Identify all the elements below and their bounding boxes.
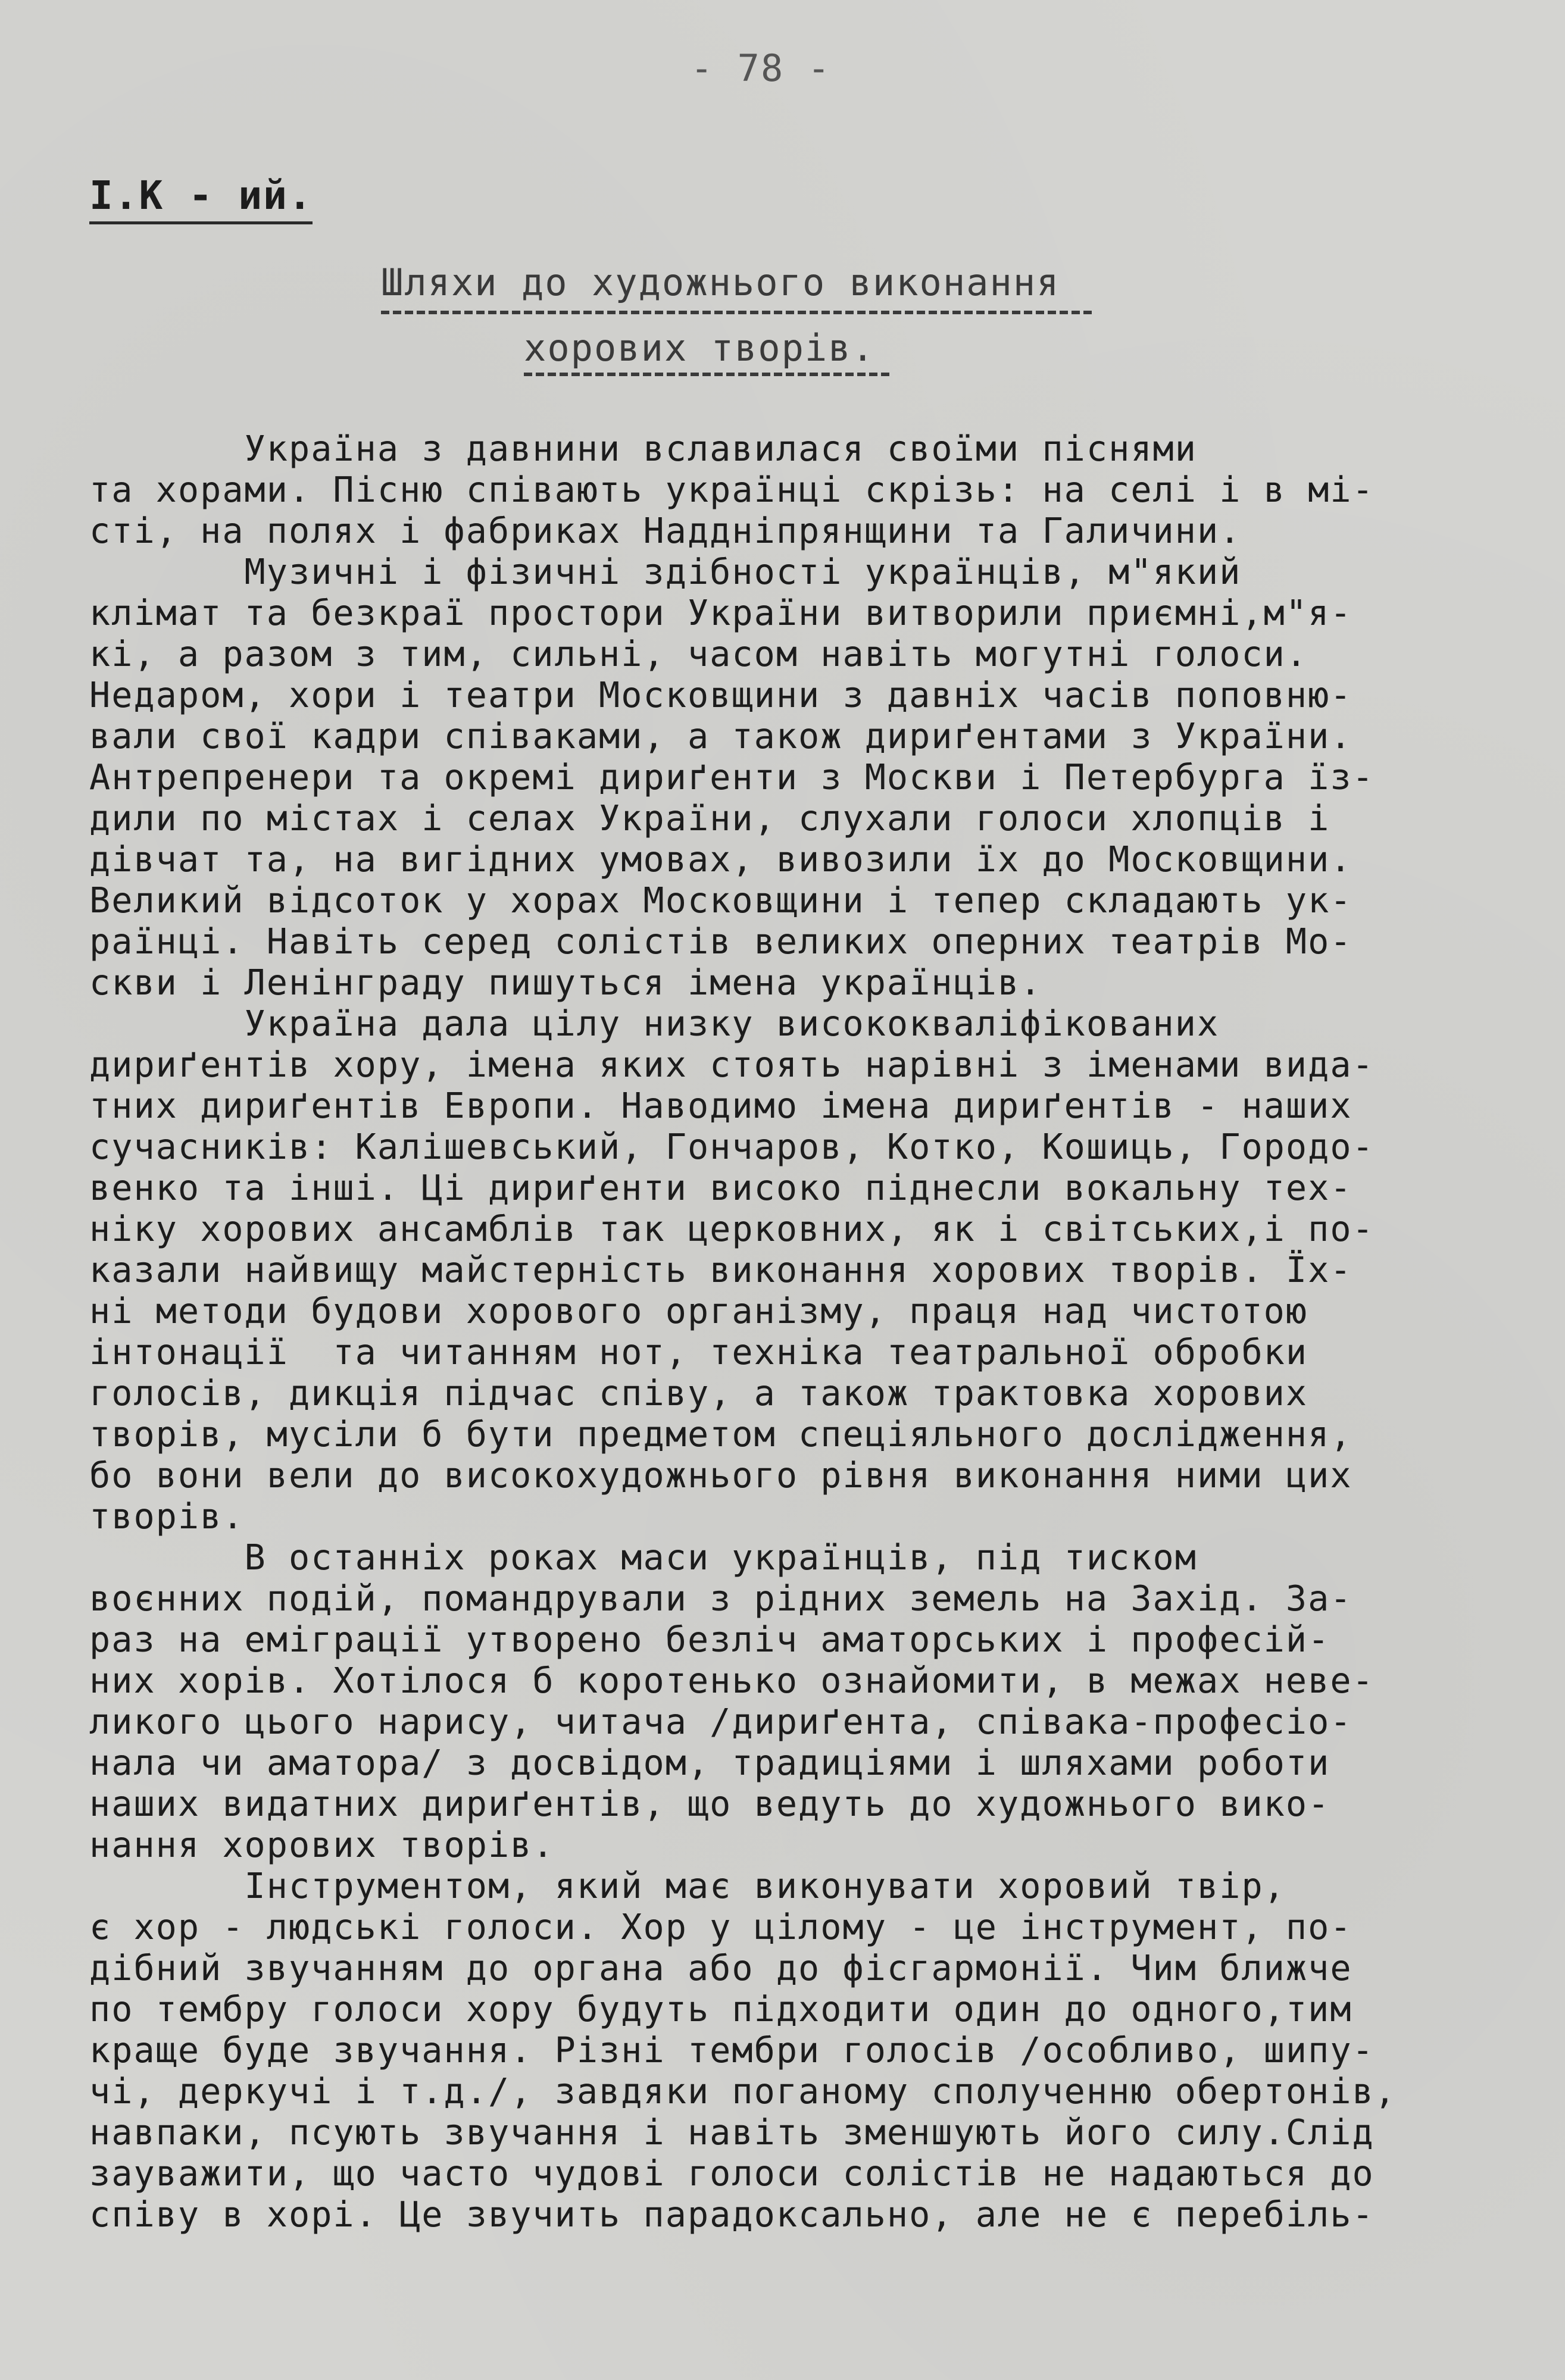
body-line: дили по містах і селах України, слухали голоси хлопців і <box>89 798 1330 839</box>
body-line: Недаром, хори і театри Московщини з давніх часів поповню- <box>89 675 1352 715</box>
body-line: раз на еміграції утворено безліч аматорських і професій- <box>89 1619 1330 1660</box>
title-underline-2 <box>524 373 893 376</box>
body-line: голосів, дикція підчас співу, а також трактовка хорових <box>89 1373 1308 1413</box>
body-line: раїнці. Навіть серед солістів великих оперних театрів Мо- <box>89 921 1352 962</box>
page-number: - 78 - <box>691 46 831 90</box>
body-line: кі, а разом з тим, сильні, часом навіть могутні голоси. <box>89 634 1308 674</box>
body-line: дириґентів хору, імена яких стоять нарівні з іменами вида- <box>89 1044 1375 1085</box>
body-line: дівчат та, на вигідних умовах, вивозили їх до Московщини. <box>89 839 1352 880</box>
body-line: Україна дала цілу низку висококваліфікованих <box>89 1003 1220 1044</box>
body-line: нала чи аматора/ з досвідом, традиціями і шляхами роботи <box>89 1743 1330 1783</box>
body-line: чі, деркучі і т.д./, завдяки поганому сполученню обертонів, <box>89 2071 1397 2112</box>
document-title-line-1: Шляхи до художнього виконання <box>381 261 1060 304</box>
body-line: інтонації та читанням нот, техніка театральної обробки <box>89 1332 1308 1372</box>
body-line: венко та інші. Ці дириґенти високо піднесли вокальну тех- <box>89 1168 1352 1208</box>
body-line: казали найвищу майстерність виконання хорових творів. Їх- <box>89 1250 1352 1290</box>
body-line: творів, мусіли б бути предметом спеціяльного дослідження, <box>89 1414 1352 1455</box>
body-line: воєнних подій, помандрували з рідних земель на Захід. За- <box>89 1578 1352 1619</box>
title-underline-1 <box>381 311 1095 314</box>
author-signature: I.К - ий. <box>89 173 313 218</box>
body-line: скви і Ленінграду пишуться імена українців. <box>89 962 1042 1003</box>
body-line: співу в хорі. Це звучить парадоксально, але не є перебіль- <box>89 2194 1375 2235</box>
body-line: ні методи будови хорового організму, праця над чистотою <box>89 1291 1308 1331</box>
body-line: ніку хорових ансамблів так церковних, як і світських,і по- <box>89 1209 1375 1249</box>
document-title-line-2: хорових творів. <box>524 326 875 370</box>
body-line: В останніх роках маси українців, під тиском <box>89 1537 1197 1578</box>
body-line: сті, на полях і фабриках Наддніпрянщини та Галичини. <box>89 511 1242 551</box>
body-line: тних дириґентів Европи. Наводимо імена дириґентів - наших <box>89 1086 1352 1126</box>
body-line: є хор - людські голоси. Хор у цілому - це інструмент, по- <box>89 1907 1352 1947</box>
body-line: ликого цього нарису, читача /дириґента, співака-професіо- <box>89 1702 1352 1742</box>
body-line: Інструментом, який має виконувати хоровий твір, <box>89 1866 1286 1906</box>
body-line: нання хорових творів. <box>89 1825 555 1865</box>
body-text <box>89 429 1494 2235</box>
body-line: по тембру голоси хору будуть підходити один до одного,тим <box>89 1989 1352 2029</box>
body-line: Україна з давнини вславилася своїми піснями <box>89 429 1197 469</box>
body-line: Антрепренери та окремі дириґенти з Москви і Петербурга їз- <box>89 757 1375 797</box>
body-line: наших видатних дириґентів, що ведуть до художнього вико- <box>89 1784 1330 1824</box>
body-line: навпаки, псують звучання і навіть зменшують його силу.Слід <box>89 2112 1375 2153</box>
body-line: клімат та безкраї простори України витворили приємні,м"я- <box>89 593 1352 633</box>
body-line: вали свої кадри співаками, а також дириґентами з України. <box>89 716 1352 756</box>
author-underline <box>89 221 313 224</box>
body-line: зауважити, що часто чудові голоси солістів не надаються до <box>89 2153 1375 2194</box>
body-line: дібний звучанням до органа або до фісгармонії. Чим ближче <box>89 1948 1352 1988</box>
body-line: творів. <box>89 1496 245 1537</box>
body-line: Великий відсоток у хорах Московщини і тепер складають ук- <box>89 880 1352 921</box>
body-line: сучасників: Калішевський, Гончаров, Котко, Кошиць, Городо- <box>89 1127 1375 1167</box>
body-line: них хорів. Хотілося б коротенько ознайомити, в межах неве- <box>89 1660 1375 1701</box>
body-line: Музичні і фізичні здібності українців, м"який <box>89 552 1242 592</box>
body-line: краще буде звучання. Різні тембри голосів /особливо, шипу- <box>89 2030 1375 2071</box>
body-line: бо вони вели до високохудожнього рівня виконання ними цих <box>89 1455 1352 1496</box>
body-line: та хорами. Пісню співають українці скрізь: на селі і в мі- <box>89 470 1375 510</box>
